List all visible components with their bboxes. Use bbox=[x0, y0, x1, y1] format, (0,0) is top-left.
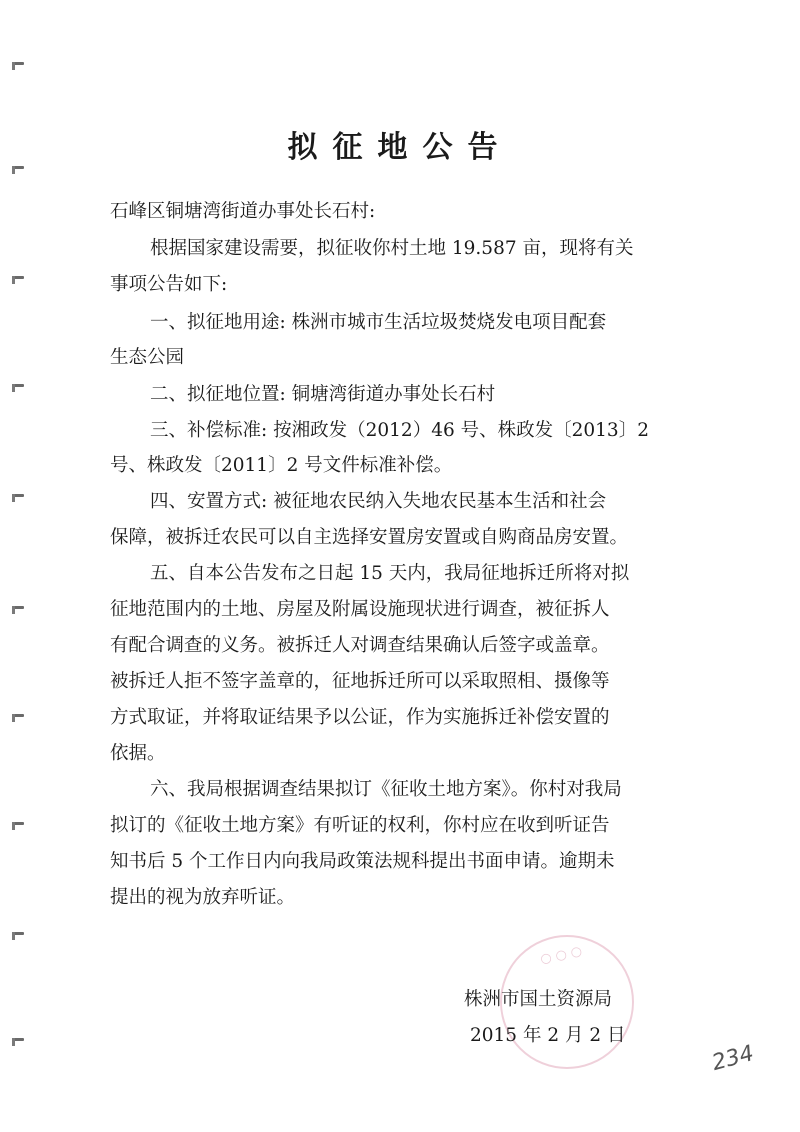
body-line: 方式取证，并将取证结果予以公证，作为实施拆迁补偿安置的 bbox=[110, 707, 610, 728]
binding-hole-mark bbox=[12, 384, 24, 387]
binding-hole-mark bbox=[12, 494, 24, 497]
body-line: 生态公园 bbox=[110, 347, 185, 368]
body-line: 保障，被拆迁农民可以自主选择安置房安置或自购商品房安置。 bbox=[110, 527, 629, 548]
binding-hole-mark bbox=[12, 606, 24, 609]
binding-hole-mark bbox=[12, 62, 24, 65]
body-line: 拟订的《征收土地方案》有听证的权利，你村应在收到听证告 bbox=[110, 815, 610, 836]
issue-date: 2015 年 2 月 2 日 bbox=[470, 1025, 626, 1046]
document-title: 拟征地公告 bbox=[287, 130, 513, 165]
seal-stamp-text: ○ ○ ○ bbox=[538, 943, 584, 968]
handwritten-page-number: 234 bbox=[709, 1040, 757, 1077]
body-line: 二、拟征地位置: 铜塘湾街道办事处长石村 bbox=[150, 384, 496, 405]
binding-hole-mark bbox=[12, 276, 24, 279]
binding-hole-mark bbox=[12, 932, 24, 935]
binding-hole-mark bbox=[12, 166, 24, 169]
body-line: 提出的视为放弃听证。 bbox=[110, 887, 296, 908]
body-line: 一、拟征地用途: 株洲市城市生活垃圾焚烧发电项目配套 bbox=[150, 312, 607, 333]
issuer-organization: 株洲市国土资源局 bbox=[464, 989, 613, 1010]
body-line: 有配合调查的义务。被拆迁人对调查结果确认后签字或盖章。 bbox=[110, 635, 610, 656]
body-line: 四、安置方式: 被征地农民纳入失地农民基本生活和社会 bbox=[150, 491, 607, 512]
binding-hole-mark bbox=[12, 1038, 24, 1041]
body-line: 号、株政发〔2011〕2 号文件标准补偿。 bbox=[110, 455, 453, 476]
body-line: 被拆迁人拒不签字盖章的，征地拆迁所可以采取照相、摄像等 bbox=[110, 671, 610, 692]
body-line: 根据国家建设需要，拟征收你村土地 19.587 亩，现将有关 bbox=[150, 238, 634, 259]
body-line: 依据。 bbox=[110, 743, 166, 764]
body-line: 六、我局根据调查结果拟订《征收土地方案》。你村对我局 bbox=[150, 779, 622, 800]
body-line: 知书后 5 个工作日内向我局政策法规科提出书面申请。逾期未 bbox=[110, 851, 615, 872]
body-line: 事项公告如下: bbox=[110, 274, 228, 295]
binding-hole-mark bbox=[12, 822, 24, 825]
addressee: 石峰区铜塘湾街道办事处长石村: bbox=[110, 201, 376, 222]
body-line: 五、自本公告发布之日起 15 天内，我局征地拆迁所将对拟 bbox=[150, 563, 630, 584]
body-line: 征地范围内的土地、房屋及附属设施现状进行调查，被征拆人 bbox=[110, 599, 610, 620]
binding-hole-mark bbox=[12, 714, 24, 717]
body-line: 三、补偿标准: 按湘政发（2012）46 号、株政发〔2013〕2 bbox=[150, 420, 649, 441]
